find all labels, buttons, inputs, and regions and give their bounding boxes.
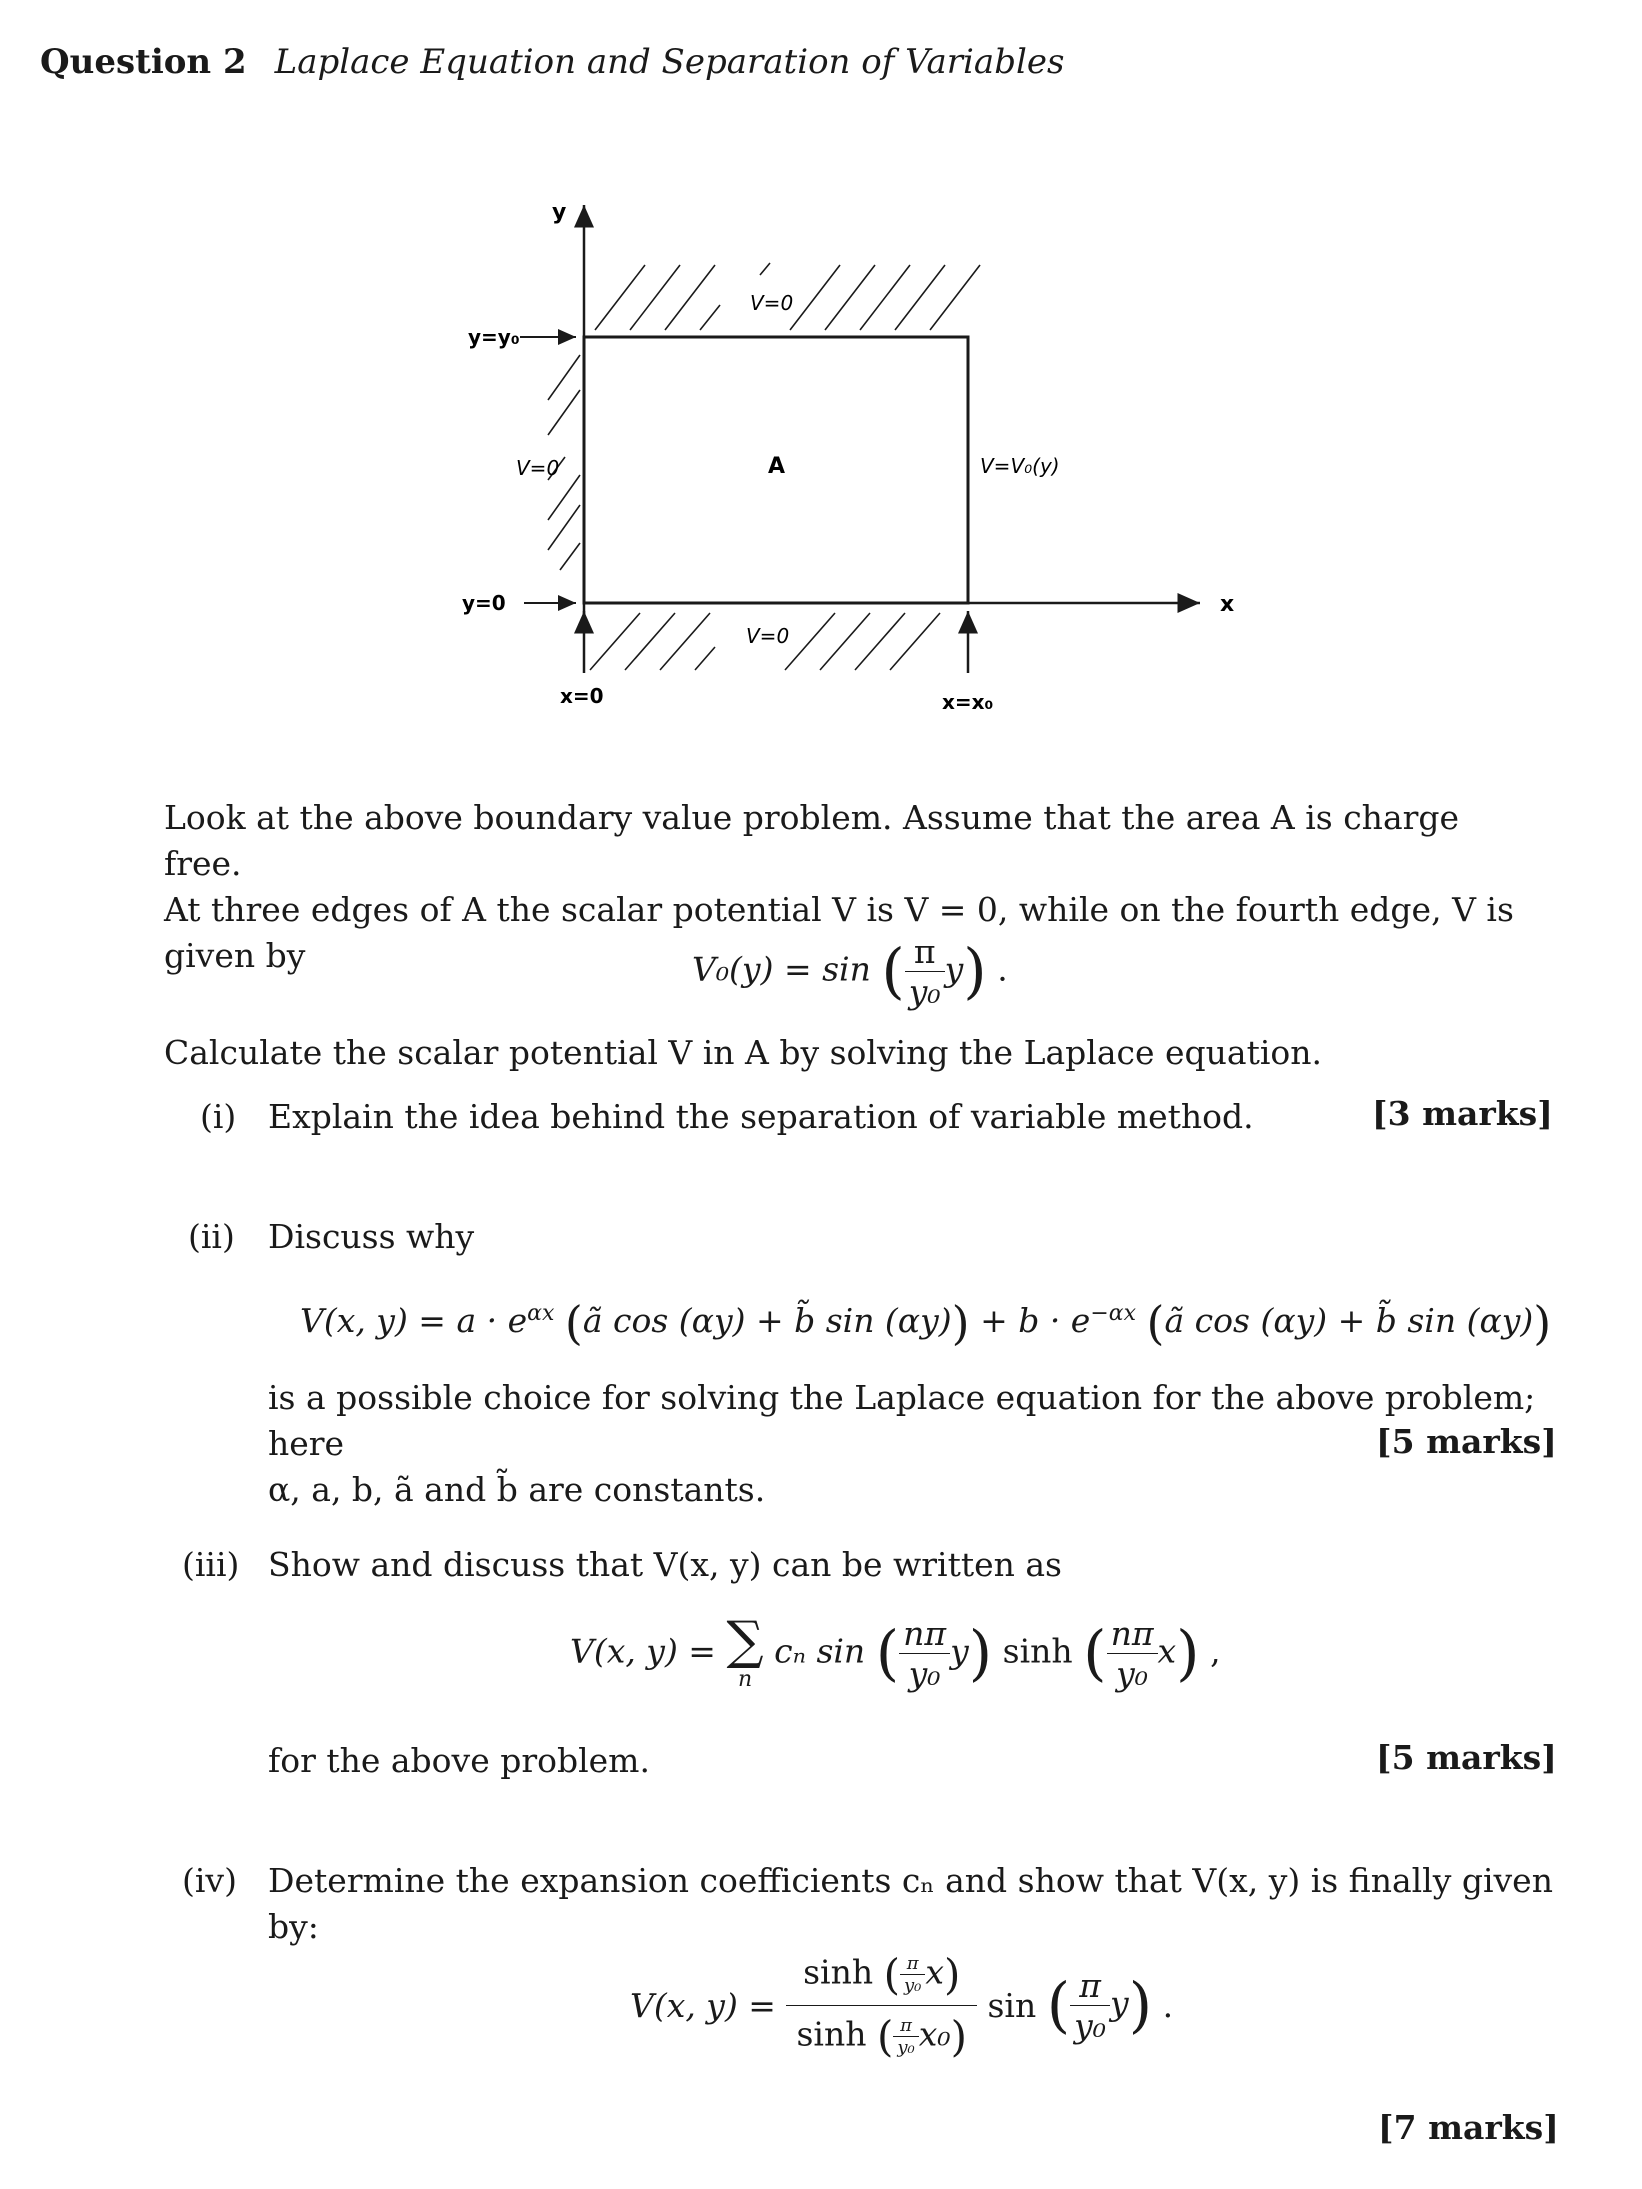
question-title: Laplace Equation and Separation of Variables bbox=[274, 42, 1065, 82]
eq-iv-sin: sin bbox=[987, 1986, 1037, 2025]
paren-close: ) bbox=[1176, 1618, 1200, 1689]
question-number: Question 2 bbox=[40, 42, 247, 82]
paren-close: ) bbox=[950, 2012, 967, 2061]
part-iii-label: (iii) bbox=[182, 1545, 240, 1584]
eq-iv-sin-den: y₀ bbox=[1074, 2006, 1107, 2045]
paren-close: ) bbox=[943, 1950, 961, 1999]
part-ii-label: (ii) bbox=[188, 1217, 235, 1256]
part-iii-after: for the above problem. bbox=[268, 1741, 650, 1780]
eq-iv-top-den: y₀ bbox=[903, 1975, 922, 1996]
task-line: Calculate the scalar potential V in A by solving the Laplace equation. bbox=[164, 1033, 1323, 1072]
label-bottom-edge: V=0 bbox=[746, 624, 790, 648]
eq-iv-sin-frac bbox=[1070, 1966, 1110, 2045]
eq-iv-sin-num: π bbox=[1070, 1966, 1110, 2006]
part-ii-after bbox=[268, 1375, 1568, 1513]
y-axis-label: y bbox=[552, 200, 567, 225]
part-iv-text-2: by: bbox=[268, 1907, 319, 1946]
label-x-end: x=x₀ bbox=[942, 690, 994, 714]
label-right-edge: V=V₀(y) bbox=[980, 454, 1060, 478]
paren-open: ( bbox=[564, 1296, 583, 1350]
eq-iv-bottom-var: x₀ bbox=[918, 2014, 951, 2054]
paren-close: ) bbox=[968, 1618, 993, 1689]
question-heading bbox=[40, 42, 1064, 82]
label-y-zero: y=0 bbox=[462, 591, 506, 615]
part-iv-marks: [7 marks] bbox=[1378, 2108, 1559, 2147]
eq-ii-mid: + b · e bbox=[980, 1301, 1091, 1340]
eq-iii-var-y: y bbox=[950, 1631, 969, 1671]
eq-iv-bottom-num: π bbox=[893, 2015, 918, 2037]
intro-line-2: At three edges of A the scalar potential V is V = 0, while on the fourth edge, V is bbox=[164, 890, 1514, 929]
equation-iv bbox=[630, 1950, 1173, 2061]
x-axis-label: x bbox=[1220, 592, 1235, 617]
paren-close: ) bbox=[963, 936, 987, 1007]
part-ii-text: Discuss why bbox=[268, 1217, 475, 1256]
eq-iii-sum-sub: n bbox=[737, 1667, 753, 1692]
equation-ii bbox=[300, 1296, 1551, 1350]
eq-iii-den-2: y₀ bbox=[1116, 1654, 1148, 1693]
label-y-top: y=y₀ bbox=[468, 325, 520, 349]
label-left-edge: V=0 bbox=[516, 456, 560, 480]
paren-open: ( bbox=[1046, 1970, 1071, 2041]
label-area: A bbox=[768, 454, 786, 479]
eq-ii-exp2: −αx bbox=[1090, 1301, 1137, 1326]
eq-iii-frac-1 bbox=[899, 1614, 950, 1693]
eq-iv-main-fraction bbox=[786, 1950, 977, 2061]
eq-iii-num-2: nπ bbox=[1107, 1614, 1158, 1654]
paren-open: ( bbox=[883, 1950, 900, 1999]
intro-line-1: Look at the above boundary value problem. Assume that the area A is charge free. bbox=[164, 798, 1460, 883]
eq-v0-den: y₀ bbox=[908, 972, 941, 1011]
paren-close: ) bbox=[951, 1296, 970, 1350]
eq-ii-inner-2: ã cos (αy) + b̃ sin (αy) bbox=[1164, 1301, 1534, 1340]
eq-v0-end: . bbox=[997, 949, 1008, 989]
eq-iii-frac-2 bbox=[1107, 1614, 1158, 1693]
eq-iv-top-arg bbox=[900, 1953, 925, 1996]
eq-iii-end: , bbox=[1210, 1631, 1221, 1671]
paren-open: ( bbox=[1146, 1296, 1165, 1350]
eq-iii-coef: cₙ sin bbox=[774, 1631, 866, 1671]
eq-iv-bottom-arg bbox=[893, 2015, 918, 2058]
eq-iv-top-var: x bbox=[925, 1952, 944, 1992]
paren-open: ( bbox=[876, 2012, 894, 2061]
eq-iv-bottom-sinh: sinh bbox=[796, 2014, 867, 2054]
paren-close: ) bbox=[1128, 1970, 1153, 2041]
eq-iii-num-1: nπ bbox=[899, 1614, 950, 1654]
part-ii-marks: [5 marks] bbox=[1376, 1422, 1557, 1461]
eq-iii-den-1: y₀ bbox=[908, 1654, 941, 1693]
part-iii-text: Show and discuss that V(x, y) can be written as bbox=[268, 1545, 1062, 1584]
label-x-zero: x=0 bbox=[560, 684, 604, 708]
eq-iv-end: . bbox=[1162, 1986, 1174, 2025]
eq-ii-lhs: V(x, y) = a · e bbox=[300, 1301, 528, 1340]
eq-ii-exp1: αx bbox=[527, 1301, 555, 1326]
part-i-text: Explain the idea behind the separation of variable method. bbox=[268, 1097, 1254, 1136]
eq-iv-bottom-den: y₀ bbox=[897, 2037, 915, 2058]
part-i-label: (i) bbox=[200, 1097, 237, 1136]
part-iv-text-1: Determine the expansion coefficients cₙ and show that V(x, y) is finally given bbox=[268, 1861, 1553, 1900]
part-iv-label: (iv) bbox=[182, 1861, 237, 1900]
part-ii-after-2: α, a, b, ã and b̃ are constants. bbox=[268, 1470, 766, 1509]
eq-v0-num: π bbox=[905, 932, 945, 972]
eq-v0-fraction bbox=[905, 932, 945, 1011]
part-iv-text bbox=[268, 1858, 1558, 1950]
eq-iv-numerator bbox=[786, 1950, 977, 2006]
eq-iv-denominator bbox=[786, 2006, 977, 2061]
equation-iii bbox=[570, 1611, 1221, 1693]
eq-v0-var: y bbox=[944, 949, 964, 989]
eq-iii-sum-symbol: ∑ bbox=[726, 1611, 764, 1671]
part-ii-after-1: is a possible choice for solving the Laplace equation for the above problem; here bbox=[268, 1378, 1536, 1463]
eq-iv-top-num: π bbox=[900, 1953, 925, 1975]
eq-iii-lhs: V(x, y) = bbox=[570, 1631, 716, 1671]
eq-iii-var-x: x bbox=[1157, 1631, 1177, 1671]
boundary-diagram bbox=[440, 195, 1340, 735]
paren-close: ) bbox=[1533, 1296, 1552, 1350]
eq-v0-lhs: V₀(y) = sin bbox=[692, 949, 871, 989]
part-i-marks: [3 marks] bbox=[1372, 1094, 1553, 1133]
paren-open: ( bbox=[1083, 1618, 1107, 1689]
eq-iii-sinh: sinh bbox=[1002, 1631, 1073, 1671]
paren-open: ( bbox=[881, 936, 905, 1007]
eq-iii-sum bbox=[726, 1611, 764, 1692]
eq-iv-lhs: V(x, y) = bbox=[630, 1986, 776, 2025]
equation-v0 bbox=[692, 932, 1008, 1011]
eq-ii-inner-1: ã cos (αy) + b̃ sin (αy) bbox=[582, 1301, 952, 1340]
eq-iv-top-sinh: sinh bbox=[803, 1952, 874, 1992]
intro-line-3: given by bbox=[164, 936, 306, 975]
eq-iv-sin-var: y bbox=[1110, 1983, 1129, 2023]
paren-open: ( bbox=[875, 1618, 900, 1689]
part-iii-marks: [5 marks] bbox=[1376, 1738, 1557, 1777]
label-top-edge: V=0 bbox=[750, 291, 794, 315]
